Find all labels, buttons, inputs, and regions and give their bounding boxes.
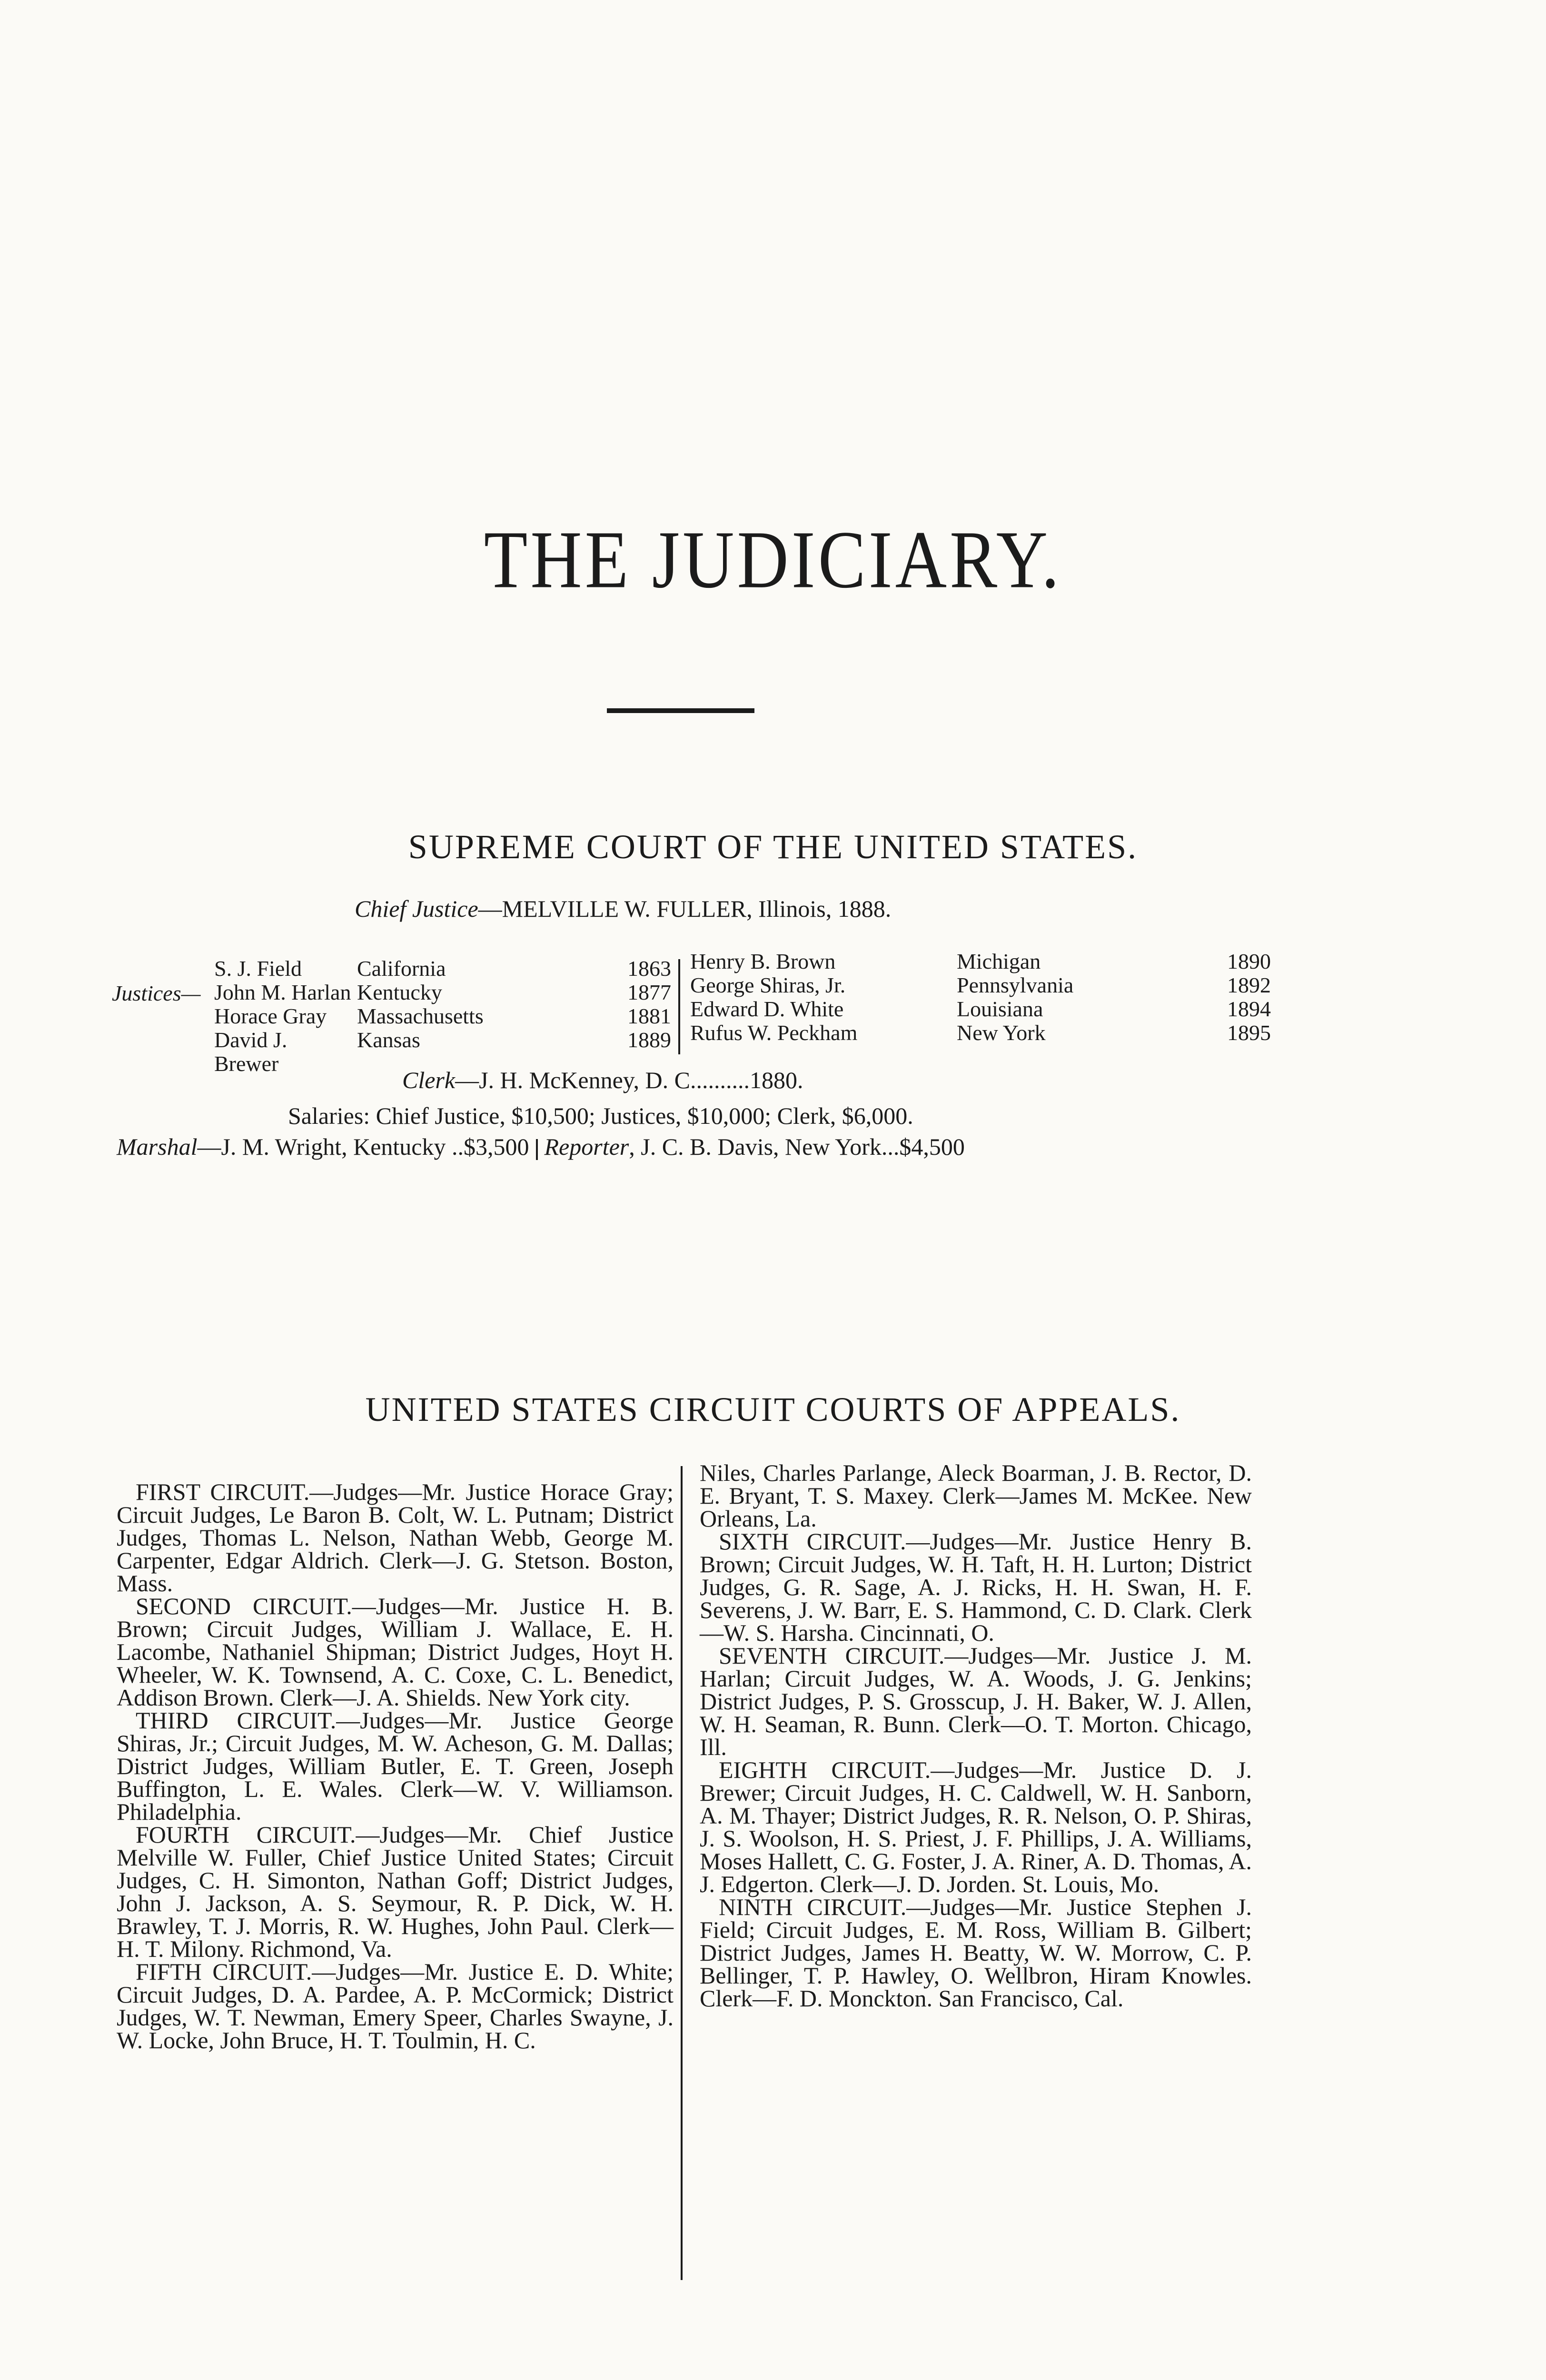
circuit-paragraph: SECOND CIRCUIT.—Judges—Mr. Justice H. B. Brown; Circuit Judges, William J. Wallace, E. H. Lacombe, Nathaniel Shipman; District Judges, Hoyt H. Wheeler, W. K. Townsend, A. C. Coxe, C. L. Benedict, Addison Brown. Clerk—J. A. Shields. New York city. [117, 1593, 674, 1711]
marshal-text: —J. M. Wright, Kentucky ..$3,500 [197, 1133, 529, 1160]
circuits-right-column [700, 1461, 1252, 2010]
justice-row: Horace Gray Massachusetts 1881 [214, 1004, 671, 1028]
circuit-paragraph: EIGHTH CIRCUIT.—Judges—Mr. Justice D. J. Brewer; Circuit Judges, H. C. Caldwell, W. H. Sanborn, A. M. Thayer; District Judges, R. R. Nelson, O. P. Shiras, J. S. Woolson, H. S. Priest, J. F. Phillips, J. A. Williams, Moses Hallett, C. G. Foster, J. A. Riner, A. D. Thomas, A. J. Edgerton. Clerk—J. D. Jorden. St. Louis, Mo. [700, 1756, 1252, 1897]
page-title: THE JUDICIARY. [484, 514, 1062, 605]
reporter-label: Reporter [544, 1133, 629, 1160]
justice-row: John M. Harlan Kentucky 1877 [214, 980, 671, 1004]
clerk-label: Clerk [402, 1067, 456, 1093]
circuit-courts-heading: UNITED STATES CIRCUIT COURTS OF APPEALS. [365, 1390, 1181, 1428]
title-rule [607, 708, 754, 713]
justices-left-list [214, 957, 671, 1076]
justice-row: Edward D. White Louisiana 1894 [690, 997, 1271, 1021]
justices-label: Justices— [112, 981, 201, 1005]
marshal-label: Marshal [117, 1133, 198, 1160]
supreme-court-heading: SUPREME COURT OF THE UNITED STATES. [408, 828, 1138, 866]
circuit-paragraph: SIXTH CIRCUIT.—Judges—Mr. Justice Henry B. Brown; Circuit Judges, W. H. Taft, H. H. Lurton; District Judges, G. R. Sage, A. J. Ricks, H. H. Swan, H. F. Severens, J. W. Barr, E. S. Hammond, C. D. Clark. Clerk—W. S. Harsha. Cincinnati, O. [700, 1528, 1252, 1646]
justice-row: George Shiras, Jr. Pennsylvania 1892 [690, 973, 1271, 997]
chief-justice-line [355, 895, 891, 922]
circuit-paragraph: THIRD CIRCUIT.—Judges—Mr. Justice George Shiras, Jr.; Circuit Judges, M. W. Acheson, G. M. Dallas; District Judges, William Butler, E. T. Green, Joseph Buffington, L. E. Wales. Clerk—W. V. Williamson. Philadelphia. [117, 1707, 674, 1825]
justice-row: David J. Brewer Kansas 1889 [214, 1028, 671, 1076]
clerk-line [402, 1066, 803, 1094]
column-divider [536, 1139, 538, 1160]
column-divider [678, 959, 680, 1054]
column-divider [681, 1466, 683, 2280]
salaries-line: Salaries: Chief Justice, $10,500; Justices, $10,000; Clerk, $6,000. [288, 1102, 913, 1129]
chief-justice-name: —MELVILLE W. FULLER, Illinois, 1888. [478, 895, 892, 922]
circuit-paragraph: FOURTH CIRCUIT.—Judges—Mr. Chief Justice Melville W. Fuller, Chief Justice United States; Circuit Judges, C. H. Simonton, Nathan Goff; District Judges, John J. Jackson, A. S. Seymour, R. P. Dick, W. H. Brawley, T. J. Morris, R. W. Hughes, John Paul. Clerk—H. T. Milony. Richmond, Va. [117, 1821, 674, 1962]
circuits-left-column [117, 1480, 674, 2052]
circuit-paragraph: NINTH CIRCUIT.—Judges—Mr. Justice Stephen J. Field; Circuit Judges, E. M. Ross, William B. Gilbert; District Judges, James H. Beatty, W. W. Morrow, C. P. Bellinger, T. P. Hawley, O. Wellbron, Hiram Knowles. Clerk—F. D. Monckton. San Francisco, Cal. [700, 1894, 1252, 2012]
chief-justice-label: Chief Justice [355, 895, 478, 922]
justice-row: Henry B. Brown Michigan 1890 [690, 949, 1271, 973]
circuit-paragraph: Niles, Charles Parlange, Aleck Boarman, J. B. Rector, D. E. Bryant, T. S. Maxey. Clerk—James M. McKee. New Orleans, La. [700, 1459, 1252, 1532]
justice-row: Rufus W. Peckham New York 1895 [690, 1021, 1271, 1045]
reporter-text: , J. C. B. Davis, New York...$4,500 [629, 1133, 965, 1160]
marshal-reporter-line [117, 1133, 965, 1160]
clerk-text: —J. H. McKenney, D. C..........1880. [455, 1067, 803, 1093]
justice-row: S. J. Field California 1863 [214, 956, 671, 981]
circuit-paragraph: SEVENTH CIRCUIT.—Judges—Mr. Justice J. M. Harlan; Circuit Judges, W. A. Woods, J. G. Jenkins; District Judges, P. S. Grosscup, J. H. Baker, W. J. Allen, W. H. Seaman, R. Bunn. Clerk—O. T. Morton. Chicago, Ill. [700, 1642, 1252, 1760]
circuit-paragraph: FIRST CIRCUIT.—Judges—Mr. Justice Horace Gray; Circuit Judges, Le Baron B. Colt, W. L. Putnam; District Judges, Thomas L. Nelson, Nathan Webb, George M. Carpenter, Edgar Aldrich. Clerk—J. G. Stetson. Boston, Mass. [117, 1478, 674, 1597]
circuit-paragraph: FIFTH CIRCUIT.—Judges—Mr. Justice E. D. White; Circuit Judges, D. A. Pardee, A. P. McCormick; District Judges, W. T. Newman, Emery Speer, Charles Swayne, J. W. Locke, John Bruce, H. T. Toulmin, H. C. [117, 1958, 674, 2053]
justices-right-list [690, 950, 1271, 1045]
